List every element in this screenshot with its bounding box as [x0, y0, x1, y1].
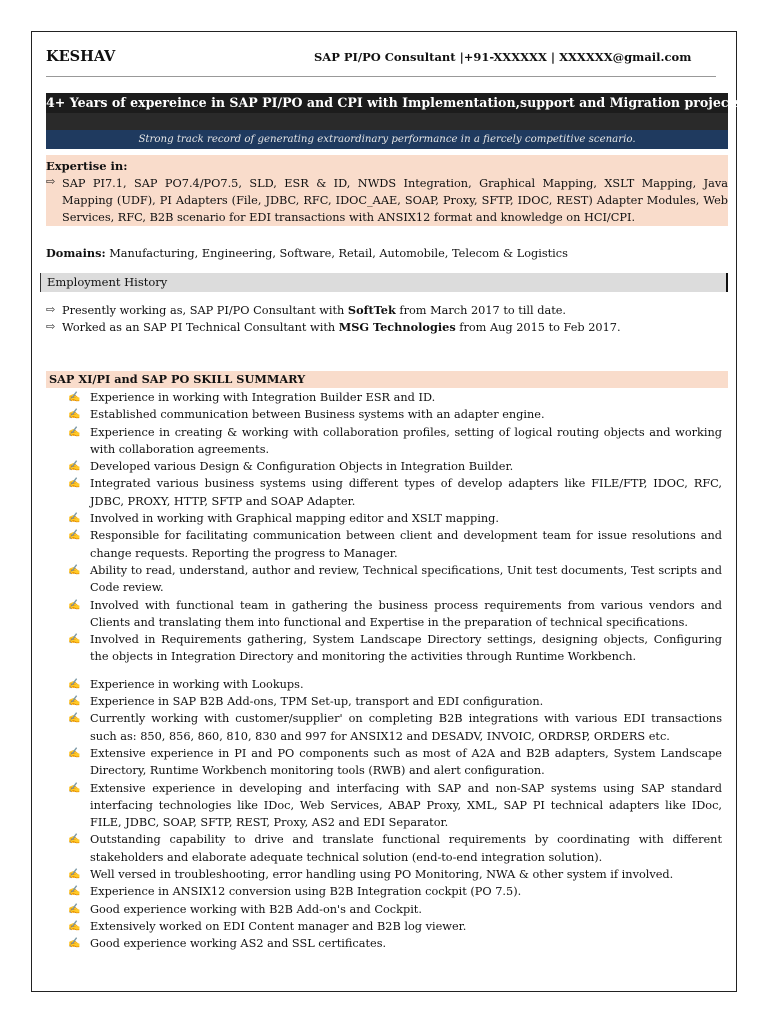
- quill-bullet-icon: ✍: [68, 834, 81, 846]
- expertise-text: SAP PI7.1, SAP PO7.4/PO7.5, SLD, ESR & ID, NWDS Integration, Graphical Mapping, XSLT Mapping, Java Mapping (UDF), PI Adapters (File, JDBC, RFC, IDOC_AAE, SOAP, Proxy, SFTP, IDOC, REST) Adapter Modules, Web Services, RFC, B2B scenario for EDI transactions with ANSIX12 format and knowledge on HCI/CPI.: [62, 177, 728, 224]
- skill-item: ✍ Involved with functional team in gathering the business process requirements from various vendors and Clients and translating them into functional and Expertise in the preparation of technical specifications.: [68, 598, 722, 629]
- employment-text: Worked as an SAP PI Technical Consultant with: [62, 321, 339, 334]
- quill-bullet-icon: ✍: [68, 938, 81, 950]
- skill-item: ✍ Responsible for facilitating communication between client and development team for issue resolutions and change requests. Reporting the progress to Manager.: [68, 529, 722, 560]
- skill-list: [68, 389, 722, 953]
- arrow-bullet-icon: ⇨: [46, 303, 56, 316]
- skill-item: ✍ Experience in ANSIX12 conversion using B2B Integration cockpit (PO 7.5).: [90, 883, 722, 900]
- quill-bullet-icon: ✍: [68, 696, 81, 708]
- skill-item: ✍ Involved in working with Graphical mapping editor and XSLT mapping.: [90, 510, 722, 527]
- skill-item: ✍ Integrated various business systems using different types of develop adapters like FILE/FTP, IDOC, RFC, JDBC, PROXY, HTTP, SFTP and SOAP Adapter.: [68, 477, 722, 508]
- skill-item: ✍ Experience in creating & working with collaboration profiles, setting of logical routing objects and working with collaboration agreements.: [68, 425, 722, 456]
- domains-line: [46, 246, 728, 260]
- domains-label: Domains:: [46, 246, 106, 260]
- candidate-name: KESHAV: [46, 48, 116, 65]
- quill-bullet-icon: ✍: [68, 530, 81, 542]
- quill-bullet-icon: ✍: [68, 461, 81, 473]
- quill-bullet-icon: ✍: [68, 634, 81, 646]
- employment-company: SoftTek: [347, 303, 396, 317]
- skill-item: ✍ Ability to read, understand, author and review, Technical specifications, Unit test documents, Test scripts and Code review.: [68, 563, 722, 595]
- employment-history-heading: Employment History: [40, 273, 728, 292]
- domains-text: Manufacturing, Engineering, Software, Retail, Automobile, Telecom & Logistics: [105, 247, 568, 260]
- headline-band-lower: [46, 113, 728, 130]
- employment-item: [62, 320, 621, 334]
- quill-bullet-icon: ✍: [68, 678, 81, 690]
- header-rule: [46, 76, 716, 77]
- quill-bullet-icon: ✍: [68, 426, 81, 438]
- skill-item: ✍ Outstanding capability to drive and translate functional requirements by coordinating with different stakeholders and elaborate adequate technical solution (end-to-end integration solution).: [68, 833, 722, 864]
- skill-item: ✍ Extensive experience in developing and interfacing with SAP and non-SAP systems using SAP standard interfacing technologies like IDoc, Web Services, ABAP Proxy, XML, SAP PI technical adapters like IDoc, FILE, JDBC, SOAP, SFTP, REST, Proxy, AS2 and EDI Separator.: [68, 781, 722, 830]
- employment-text: Presently working as, SAP PI/PO Consultant with: [62, 304, 348, 317]
- resume-page: [31, 31, 742, 992]
- skill-item: ✍ Developed various Design & Configuration Objects in Integration Builder.: [90, 458, 722, 475]
- quill-bullet-icon: ✍: [68, 782, 81, 794]
- skill-summary-heading: SAP XI/PI and SAP PO SKILL SUMMARY: [46, 371, 728, 388]
- quill-bullet-icon: ✍: [68, 564, 81, 576]
- quill-bullet-icon: ✍: [68, 903, 81, 915]
- employment-company: MSG Technologies: [338, 320, 456, 334]
- tagline-band: Strong track record of generating extraordinary performance in a fiercely competitive scenario.: [46, 130, 728, 149]
- quill-bullet-icon: ✍: [68, 409, 81, 421]
- quill-bullet-icon: ✍: [68, 920, 81, 932]
- quill-bullet-icon: ✍: [68, 478, 81, 490]
- skill-item: ✍ Involved in Requirements gathering, System Landscape Directory settings, designing objects, Configuring the objects in Integration Directory and monitoring the activities through Runtime Workbench.: [68, 633, 722, 664]
- contact-line: SAP PI/PO Consultant |+91-XXXXXX | XXXXXX@gmail.com: [314, 50, 692, 64]
- skill-item: ✍ Extensively worked on EDI Content manager and B2B log viewer.: [90, 918, 722, 935]
- quill-bullet-icon: ✍: [68, 747, 81, 759]
- expertise-title: Expertise in:: [46, 159, 128, 173]
- quill-bullet-icon: ✍: [68, 599, 81, 611]
- quill-bullet-icon: ✍: [68, 513, 81, 525]
- arrow-bullet-icon: ⇨: [46, 320, 56, 333]
- skill-item: ✍ Experience in SAP B2B Add-ons, TPM Set-up, transport and EDI configuration.: [90, 693, 722, 710]
- skill-item: ✍ Established communication between Business systems with an adapter engine.: [90, 406, 722, 423]
- skill-item: ✍ Currently working with customer/supplier' on completing B2B integrations with various EDI transactions such as: 850, 856, 860, 810, 830 and 997 for ANSIX12 and DESADV, INVOIC, ORDRSP, ORDERS etc.: [68, 712, 722, 743]
- quill-bullet-icon: ✍: [68, 869, 81, 881]
- quill-bullet-icon: ✍: [68, 392, 81, 403]
- header: [46, 48, 722, 70]
- arrow-bullet-icon: ⇨: [46, 175, 56, 188]
- skill-item: ✍ Extensive experience in PI and PO components such as most of A2A and B2B adapters, System Landscape Directory, Runtime Workbench monitoring tools (RWB) and alert configuration.: [68, 746, 722, 778]
- quill-bullet-icon: ✍: [68, 713, 81, 725]
- quill-bullet-icon: ✍: [68, 886, 81, 898]
- skill-item: ✍ Good experience working with B2B Add-on's and Cockpit.: [90, 901, 722, 918]
- skill-item: ✍ Experience in working with Integration Builder ESR and ID.: [90, 389, 722, 406]
- expertise-section: [46, 155, 728, 226]
- skill-item: ✍ Experience in working with Lookups.: [90, 676, 722, 693]
- employment-item: [62, 303, 566, 317]
- employment-text: from March 2017 to till date.: [395, 304, 567, 317]
- headline-band: 4+ Years of expereince in SAP PI/PO and CPI with Implementation,support and Migration projects: [46, 93, 728, 113]
- employment-text: from Aug 2015 to Feb 2017.: [455, 321, 621, 334]
- skill-item: ✍ Well versed in troubleshooting, error handling using PO Monitoring, NWA & other system if involved.: [90, 866, 722, 883]
- skill-item: ✍ Good experience working AS2 and SSL certificates.: [90, 935, 722, 952]
